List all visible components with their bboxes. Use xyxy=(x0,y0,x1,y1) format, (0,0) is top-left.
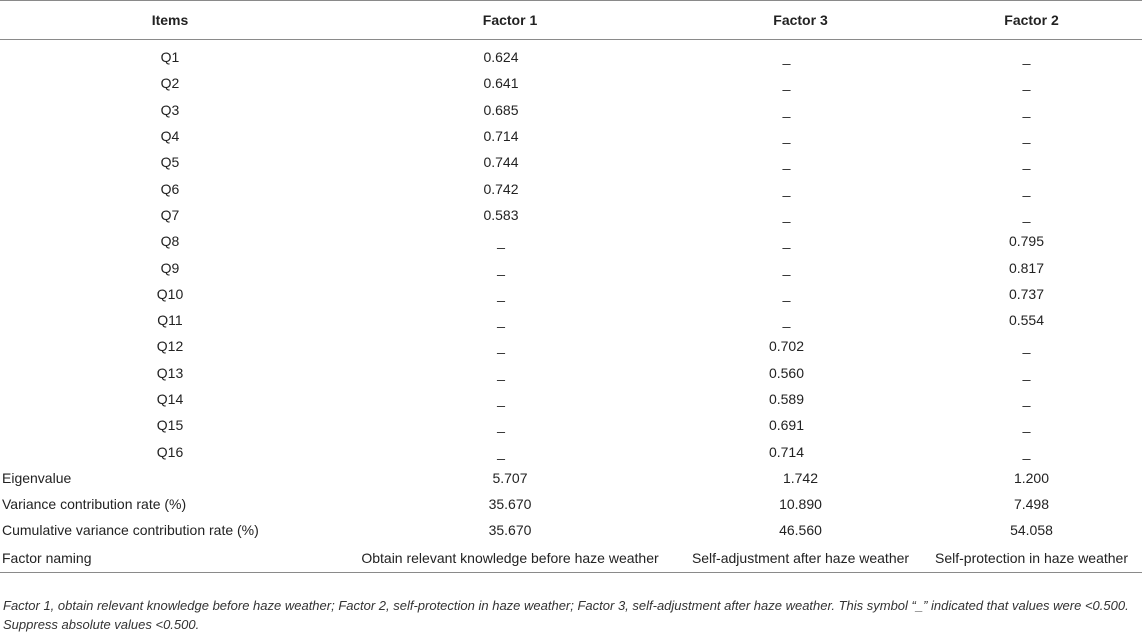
factor-1-cell-text: 0.744 xyxy=(483,154,519,171)
factor-2-cell xyxy=(921,70,1142,96)
item-cell xyxy=(0,40,340,71)
summary-row xyxy=(0,517,1142,543)
factor-1-cell xyxy=(340,412,680,438)
table-row xyxy=(0,333,1142,359)
factor-2-cell: 7.498 xyxy=(1013,496,1050,513)
factor-2-cell xyxy=(921,175,1142,201)
factor-1-cell-text: _ xyxy=(497,312,505,329)
header-factor-3: Factor 3 xyxy=(680,1,921,40)
item-cell xyxy=(0,123,340,149)
factor-3-cell xyxy=(680,360,921,386)
factor-2-cell xyxy=(921,123,1142,149)
factor-2-cell-text: 0.737 xyxy=(1008,285,1045,302)
table-row xyxy=(0,307,1142,333)
table-row xyxy=(0,97,1142,123)
factor-3-cell: Self-adjustment after haze weather xyxy=(680,544,921,573)
factor-3-cell xyxy=(680,438,921,464)
item-cell-text: Q10 xyxy=(156,285,184,302)
factor-3-cell-text: _ xyxy=(782,75,791,92)
item-cell-text: Q3 xyxy=(160,101,180,118)
factor-1-cell: 35.670 xyxy=(488,496,532,513)
factor-2-cell xyxy=(921,281,1142,307)
factor-3-cell: 46.560 xyxy=(779,522,822,539)
factor-2-cell-text: _ xyxy=(1022,364,1031,381)
factor-3-cell-text: 0.702 xyxy=(768,338,805,355)
factor-3-cell-text: _ xyxy=(782,180,791,197)
summary-label-cell: Eigenvalue xyxy=(2,469,72,486)
factor-2-cell xyxy=(921,228,1142,254)
factor-2-cell-text: _ xyxy=(1022,206,1031,223)
table-row xyxy=(0,360,1142,386)
item-cell xyxy=(0,333,340,359)
factor-1-cell xyxy=(340,97,680,123)
item-cell xyxy=(0,175,340,201)
factor-3-cell: 10.890 xyxy=(779,496,822,513)
item-cell xyxy=(0,97,340,123)
factor-1-cell-text: _ xyxy=(497,417,505,434)
summary-row xyxy=(0,544,1142,573)
factor-3-cell-text: _ xyxy=(782,312,791,329)
table-row xyxy=(0,438,1142,464)
factor-2-cell xyxy=(921,97,1142,123)
header-items-label: Items xyxy=(151,12,189,28)
factor-3-cell xyxy=(680,70,921,96)
factor-2-cell xyxy=(921,333,1142,359)
factor-3-cell xyxy=(680,97,921,123)
factor-1-cell-text: _ xyxy=(497,364,505,381)
factor-3-cell-text: _ xyxy=(782,49,791,66)
factor-2-cell xyxy=(921,40,1142,71)
table-row xyxy=(0,175,1142,201)
factor-3-cell-text: _ xyxy=(782,259,791,276)
factor-3-cell xyxy=(680,307,921,333)
item-cell-text: Q12 xyxy=(156,338,184,355)
header-items xyxy=(0,1,340,40)
item-cell xyxy=(0,438,340,464)
factor-2-cell xyxy=(921,149,1142,175)
item-cell-text: Q13 xyxy=(156,364,184,381)
item-cell-text: Q15 xyxy=(156,417,184,434)
factor-2-cell xyxy=(921,254,1142,280)
factor-1-cell-text: _ xyxy=(497,391,505,407)
factor-1-cell-text: _ xyxy=(497,338,505,355)
factor-1-cell-text: _ xyxy=(497,285,505,302)
factor-1-cell xyxy=(340,281,680,307)
item-cell-text: Q1 xyxy=(160,49,180,66)
factor-1-cell: 35.670 xyxy=(488,522,532,539)
factor-3-cell-text: 0.560 xyxy=(768,364,805,381)
item-cell-text: Q8 xyxy=(160,233,180,250)
summary-label-cell: Cumulative variance contribution rate (%) xyxy=(2,522,259,539)
factor-2-cell-text: 0.554 xyxy=(1008,312,1045,329)
factor-2-cell-text: _ xyxy=(1022,75,1031,92)
table-row xyxy=(0,123,1142,149)
header-factor-1: Factor 1 xyxy=(340,1,680,40)
factor-1-cell-text: _ xyxy=(497,443,505,460)
factor-1-cell xyxy=(340,438,680,464)
factor-3-cell-text: _ xyxy=(782,128,791,145)
item-cell xyxy=(0,307,340,333)
header-factor-2: Factor 2 xyxy=(921,1,1142,40)
factor-2-cell-text: 0.817 xyxy=(1008,259,1045,276)
factor-1-cell: Obtain relevant knowledge before haze weather xyxy=(340,544,680,573)
factor-1-cell-text: _ xyxy=(497,233,505,250)
item-cell-text: Q14 xyxy=(156,391,184,407)
factor-1-cell-text: 0.583 xyxy=(483,206,519,223)
factor-3-cell xyxy=(680,40,921,71)
factor-1-cell xyxy=(340,149,680,175)
factor-3-cell xyxy=(680,202,921,228)
factor-2-cell-text: _ xyxy=(1022,49,1031,66)
item-cell-text: Q5 xyxy=(160,154,180,171)
table-row xyxy=(0,149,1142,175)
factor-3-cell-text: _ xyxy=(782,285,791,302)
item-cell xyxy=(0,386,340,412)
factor-1-cell xyxy=(340,360,680,386)
factor-1-cell xyxy=(340,307,680,333)
factor-2-cell-text: _ xyxy=(1022,128,1031,145)
factor-2-cell xyxy=(921,307,1142,333)
factor-3-cell-text: _ xyxy=(782,206,791,223)
item-cell-text: Q9 xyxy=(160,259,180,276)
summary-label-cell: Variance contribution rate (%) xyxy=(2,496,187,513)
factor-2-cell-text: _ xyxy=(1022,180,1031,197)
factor-2-cell-text: _ xyxy=(1022,391,1031,407)
summary-label-cell: Factor naming xyxy=(0,544,340,573)
factor-2-cell: 54.058 xyxy=(1010,522,1053,539)
summary-row xyxy=(0,465,1142,491)
factor-2-cell-text: _ xyxy=(1022,154,1031,171)
factor-3-cell: 1.742 xyxy=(782,469,819,486)
item-cell xyxy=(0,281,340,307)
factor-3-cell-text: 0.691 xyxy=(768,417,805,434)
item-cell xyxy=(0,149,340,175)
factor-1-cell xyxy=(340,333,680,359)
factor-1-cell xyxy=(340,123,680,149)
table-row xyxy=(0,386,1142,412)
factor-1-cell-text: _ xyxy=(497,259,505,276)
table-row xyxy=(0,412,1142,438)
factor-1-cell xyxy=(340,175,680,201)
factor-3-cell xyxy=(680,386,921,412)
table-row xyxy=(0,40,1142,71)
factor-1-cell xyxy=(340,70,680,96)
factor-3-cell xyxy=(680,228,921,254)
factor-3-cell-text: 0.714 xyxy=(768,443,805,460)
item-cell-text: Q11 xyxy=(157,312,183,329)
factor-2-cell-text: _ xyxy=(1022,443,1031,460)
factor-2-cell xyxy=(921,438,1142,464)
factor-3-cell xyxy=(680,149,921,175)
factor-2-cell xyxy=(921,360,1142,386)
factor-3-cell xyxy=(680,254,921,280)
factor-1-cell xyxy=(340,202,680,228)
factor-3-cell xyxy=(680,175,921,201)
factor-1-cell-text: 0.714 xyxy=(483,128,519,145)
table-row xyxy=(0,70,1142,96)
item-cell-text: Q4 xyxy=(160,128,180,145)
factor-3-cell xyxy=(680,281,921,307)
factor-3-cell-text: _ xyxy=(782,101,791,118)
factor-2-cell: 1.200 xyxy=(1013,469,1050,486)
factor-2-cell-text: _ xyxy=(1022,417,1031,434)
factor-3-cell-text: _ xyxy=(782,233,791,250)
table-footnote: Factor 1, obtain relevant knowledge before haze weather; Factor 2, self-protection in haze weather; Factor 3, self-adjustment after haze weather. This symbol “_” indicated that values were <0.500. Suppress absolute values <0.500. xyxy=(3,598,1129,632)
factor-1-cell xyxy=(340,40,680,71)
factor-2-cell xyxy=(921,386,1142,412)
factor-2-cell-text: 0.795 xyxy=(1008,233,1045,250)
item-cell xyxy=(0,70,340,96)
item-cell-text: Q6 xyxy=(160,180,180,197)
factor-2-cell-text: _ xyxy=(1022,338,1031,355)
table-row xyxy=(0,228,1142,254)
factor-3-cell xyxy=(680,123,921,149)
factor-2-cell-text: _ xyxy=(1022,101,1031,118)
item-cell xyxy=(0,360,340,386)
table-row xyxy=(0,202,1142,228)
item-cell-text: Q7 xyxy=(160,206,180,223)
factor-1-cell-text: 0.685 xyxy=(483,101,519,118)
factor-3-cell-text: 0.589 xyxy=(768,391,805,407)
item-cell xyxy=(0,254,340,280)
table-header xyxy=(0,1,1142,40)
factor-2-cell: Self-protection in haze weather xyxy=(921,544,1142,573)
factor-1-cell xyxy=(340,386,680,412)
item-cell xyxy=(0,228,340,254)
header-row xyxy=(0,1,1142,40)
factor-2-cell xyxy=(921,412,1142,438)
factor-1-cell: 5.707 xyxy=(492,469,528,486)
factor-3-cell xyxy=(680,333,921,359)
factor-1-cell xyxy=(340,228,680,254)
table-body xyxy=(0,40,1142,573)
item-cell-text: Q16 xyxy=(156,443,184,460)
factor-1-cell-text: 0.624 xyxy=(483,49,519,66)
item-cell xyxy=(0,202,340,228)
table-row xyxy=(0,254,1142,280)
table-row xyxy=(0,281,1142,307)
factor-3-cell-text: _ xyxy=(782,154,791,171)
item-cell-text: Q2 xyxy=(160,75,180,92)
factor-1-cell-text: 0.641 xyxy=(483,75,519,92)
factor-3-cell xyxy=(680,412,921,438)
summary-row xyxy=(0,491,1142,517)
item-cell xyxy=(0,412,340,438)
factor-2-cell xyxy=(921,202,1142,228)
factor-1-cell xyxy=(340,254,680,280)
factor-1-cell-text: 0.742 xyxy=(483,180,519,197)
